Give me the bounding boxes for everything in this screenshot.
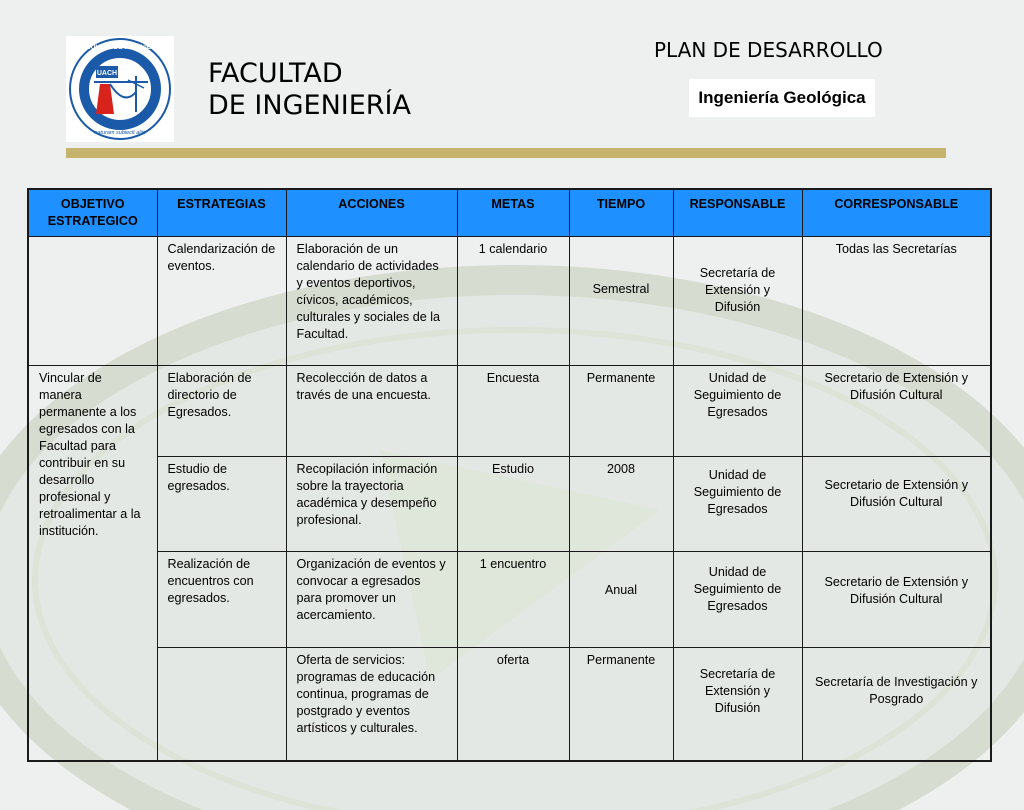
header-responsable: RESPONSABLE <box>673 189 802 237</box>
faculty-seal-icon <box>66 36 174 142</box>
header-tiempo: TIEMPO <box>569 189 673 237</box>
corresponsable-cell: Secretario de Extensión y Difusión Cultural <box>802 457 991 552</box>
header-estrategias: ESTRATEGIAS <box>157 189 286 237</box>
tiempo-cell: Semestral <box>569 237 673 366</box>
responsable-cell: Secretaría de Extensión y Difusión <box>673 648 802 761</box>
objective-cell: Vincular de manera permanente a los egresados con la Facultad para contribuir en su desarrollo profesional y retroalimentar a la institución. <box>28 366 157 761</box>
responsable-cell: Secretaría de Extensión y Difusión <box>673 237 802 366</box>
header-objetivo: OBJETIVO ESTRATEGICO <box>28 189 157 237</box>
estrategia-cell: Realización de encuentros con egresados. <box>157 552 286 648</box>
responsable-cell: Unidad de Seguimiento de Egresados <box>673 552 802 648</box>
accion-cell: Elaboración de un calendario de actividades y eventos deportivos, cívicos, académicos, culturales y sociales de la Facultad. <box>286 237 457 366</box>
faculty-title-line2: DE INGENIERÍA <box>208 90 411 121</box>
faculty-title <box>208 58 411 122</box>
objective-cell-empty <box>28 237 157 366</box>
table-row <box>28 237 991 366</box>
tiempo-cell: 2008 <box>569 457 673 552</box>
tiempo-cell: Permanente <box>569 648 673 761</box>
responsable-cell: Unidad de Seguimiento de Egresados <box>673 366 802 457</box>
meta-cell: 1 encuentro <box>457 552 569 648</box>
logo-top-text: FACULTAD DE INGENIERIA <box>77 44 163 51</box>
estrategia-cell-empty <box>157 648 286 761</box>
meta-cell: oferta <box>457 648 569 761</box>
header-corresponsable: CORRESPONSABLE <box>802 189 991 237</box>
tiempo-cell: Anual <box>569 552 673 648</box>
program-name: Ingeniería Geológica <box>689 79 875 117</box>
meta-cell: Encuesta <box>457 366 569 457</box>
corresponsable-cell: Secretario de Extensión y Difusión Cultural <box>802 552 991 648</box>
corresponsable-cell: Secretario de Extensión y Difusión Cultural <box>802 366 991 457</box>
table-header-row <box>28 189 991 237</box>
corresponsable-cell: Secretaría de Investigación y Posgrado <box>802 648 991 761</box>
corresponsable-cell: Todas las Secretarías <box>802 237 991 366</box>
tiempo-cell: Permanente <box>569 366 673 457</box>
accion-cell: Oferta de servicios: programas de educación continua, programas de postgrado y eventos artísticos y culturales. <box>286 648 457 761</box>
header-divider-bar <box>66 148 946 158</box>
accion-cell: Recopilación información sobre la trayectoria académica y desempeño profesional. <box>286 457 457 552</box>
faculty-logo <box>66 36 174 142</box>
accion-cell: Organización de eventos y convocar a egresados para promover un acercamiento. <box>286 552 457 648</box>
table-row <box>28 552 991 648</box>
accion-cell: Recolección de datos a través de una encuesta. <box>286 366 457 457</box>
header-acciones: ACCIONES <box>286 189 457 237</box>
table-row <box>28 457 991 552</box>
plan-title: PLAN DE DESARROLLO <box>654 38 883 62</box>
development-plan-table <box>27 188 992 762</box>
estrategia-cell: Calendarización de eventos. <box>157 237 286 366</box>
table-row <box>28 366 991 457</box>
meta-cell: Estudio <box>457 457 569 552</box>
estrategia-cell: Elaboración de directorio de Egresados. <box>157 366 286 457</box>
meta-cell: 1 calendario <box>457 237 569 366</box>
table-row <box>28 648 991 761</box>
estrategia-cell: Estudio de egresados. <box>157 457 286 552</box>
faculty-title-line1: FACULTAD <box>208 58 343 89</box>
responsable-cell: Unidad de Seguimiento de Egresados <box>673 457 802 552</box>
logo-uach-text: UACH <box>96 70 118 77</box>
header-metas: METAS <box>457 189 569 237</box>
logo-bottom-text: naturam subiecit aliis <box>94 130 146 136</box>
